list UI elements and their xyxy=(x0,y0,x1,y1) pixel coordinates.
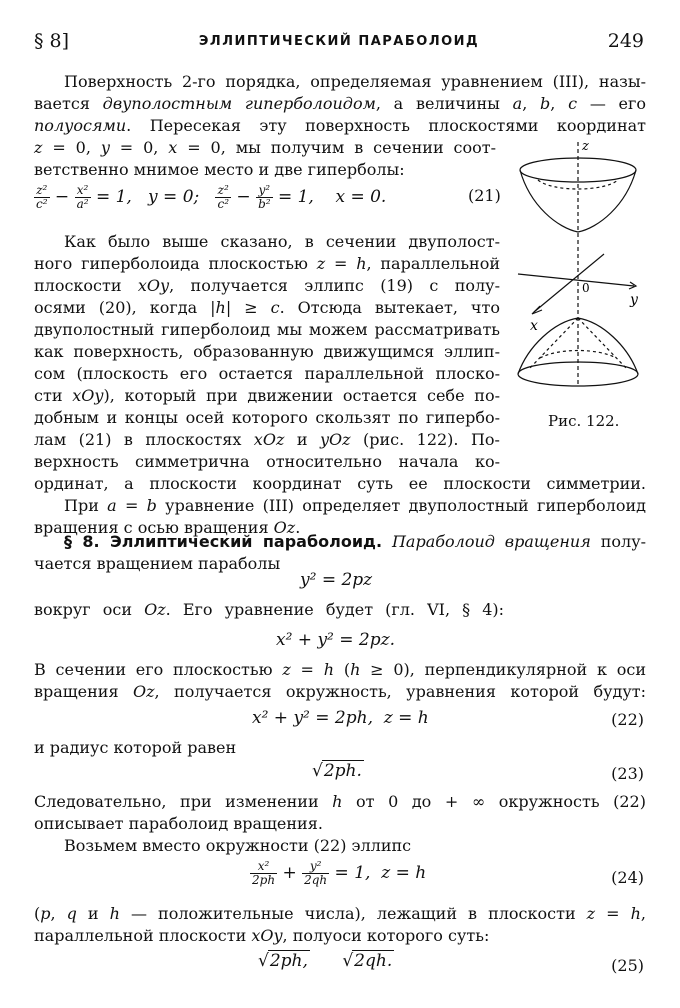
axis-label-x: x xyxy=(530,318,538,334)
text-line: ординат, а плоскости координат суть ее плоскости симметрии. xyxy=(34,474,646,493)
equation-parabola: y² = 2pz xyxy=(300,570,373,590)
term-italic: двуполостным гиперболоидом xyxy=(102,94,376,113)
text-line: Поверхность 2-го порядка, определяемая уравнением (III), назы- xyxy=(64,72,646,91)
text-line: чается вращением параболы xyxy=(34,554,281,573)
page-number: 249 xyxy=(607,30,644,52)
text-line: ного гиперболоида плоскостью z = h, параллельной xyxy=(34,254,500,273)
text-line: добным и концы осей которого скользят по гипербо- xyxy=(34,408,500,427)
text-line: сти xOy), который при движении остается себе по- xyxy=(34,386,501,405)
equation-23: √2ph. xyxy=(312,761,362,781)
text-line: (p, q и h — положительные числа), лежащий в плоскости z = h, xyxy=(34,904,647,923)
text-line: верхность симметрична относительно начала ко- xyxy=(34,452,500,471)
figure-122-hyperboloid xyxy=(508,136,648,408)
text-line: плоскости xOy, получается эллипс (19) с полу- xyxy=(34,276,500,295)
text-line: полуосями. Пересекая эту поверхность плоскостями координат xyxy=(34,116,646,135)
equation-24: $\frac{\text{x²}}{2ph}$ + $\frac{\text{y²}}{2qh}$ = 1, z = h xyxy=(252,859,427,887)
equation-22: x² + y² = 2ph, z = h xyxy=(252,708,429,728)
text-line: Возьмем вместо окружности (22) эллипс xyxy=(64,836,412,855)
axis-label-y: y xyxy=(630,292,638,308)
text-line: осями (20), когда |h| ≥ c. Отсюда вытекает, что xyxy=(34,298,500,317)
text-line: лам (21) в плоскостях xOz и yOz (рис. 122). По- xyxy=(34,430,500,449)
axis-label-z: z xyxy=(582,139,589,154)
text-line: двуполостный гиперболоид мы можем рассматривать xyxy=(34,320,500,339)
text-line: В сечении его плоскостью z = h (h ≥ 0), перпендикулярной к оси xyxy=(34,660,647,679)
text-line: вается двуполостным гиперболоидом, а величины a, b, c — его xyxy=(34,94,647,113)
text-line: вращения Oz, получается окружность, уравнения которой будут: xyxy=(34,682,647,701)
section-heading: § 8. Эллиптический параболоид. xyxy=(64,532,383,551)
header-title: ЭЛЛИПТИЧЕСКИЙ ПАРАБОЛОИД xyxy=(198,34,480,49)
equation-21: $\frac{\text{z²}}{\text{c²}}$ − $\frac{\text{x²}}{\text{a²}}$ = 1, y = 0; $\frac{\text{z²}}{\text{c²}}$ − $\frac{\text{y²}}{\text{b²}}$ = 1, x = 0. xyxy=(36,183,387,211)
axis-label-origin: 0 xyxy=(582,281,590,295)
text-line: При a = b уравнение (III) определяет двуполостный гиперболоид xyxy=(64,496,646,515)
equation-number: (24) xyxy=(611,868,644,887)
equation-number: (23) xyxy=(611,764,644,783)
text-line: Как было выше сказано, в сечении двуполост- xyxy=(64,232,500,251)
figure-caption: Рис. 122. xyxy=(548,412,620,430)
term-italic: полуосями xyxy=(34,116,127,135)
text-line: параллельной плоскости xOy, полуоси которого суть: xyxy=(34,926,490,945)
equation-number: (21) xyxy=(468,186,501,205)
text-line: как поверхность, образованную движущимся эллип- xyxy=(34,342,500,361)
text-line: вокруг оси Oz. Его уравнение будет (гл. VI, § 4): xyxy=(34,600,505,619)
text-line: описывает параболоид вращения. xyxy=(34,814,323,833)
text-line: z = 0, y = 0, x = 0, мы получим в сечении соот- xyxy=(34,138,497,157)
equation-number: (22) xyxy=(611,710,644,729)
text-line: вращения с осью вращения Oz. xyxy=(34,518,301,537)
text-line: ветственно мнимое место и две гиперболы: xyxy=(34,160,405,179)
equation-number: (25) xyxy=(611,956,644,975)
equation-25: √2ph, √2qh. xyxy=(258,951,393,971)
text-line: сом (плоскость его остается параллельной плоско- xyxy=(34,364,500,383)
header-section: § 8] xyxy=(34,30,70,52)
equation-paraboloid: x² + y² = 2pz. xyxy=(276,630,395,650)
section-heading-line: § 8. Эллиптический параболоид. Параболоид вращения полу- xyxy=(64,532,647,551)
text-line: и радиус которой равен xyxy=(34,738,237,757)
running-header xyxy=(34,30,644,54)
text-line: Следовательно, при изменении h от 0 до + ∞ окружность (22) xyxy=(34,792,646,811)
